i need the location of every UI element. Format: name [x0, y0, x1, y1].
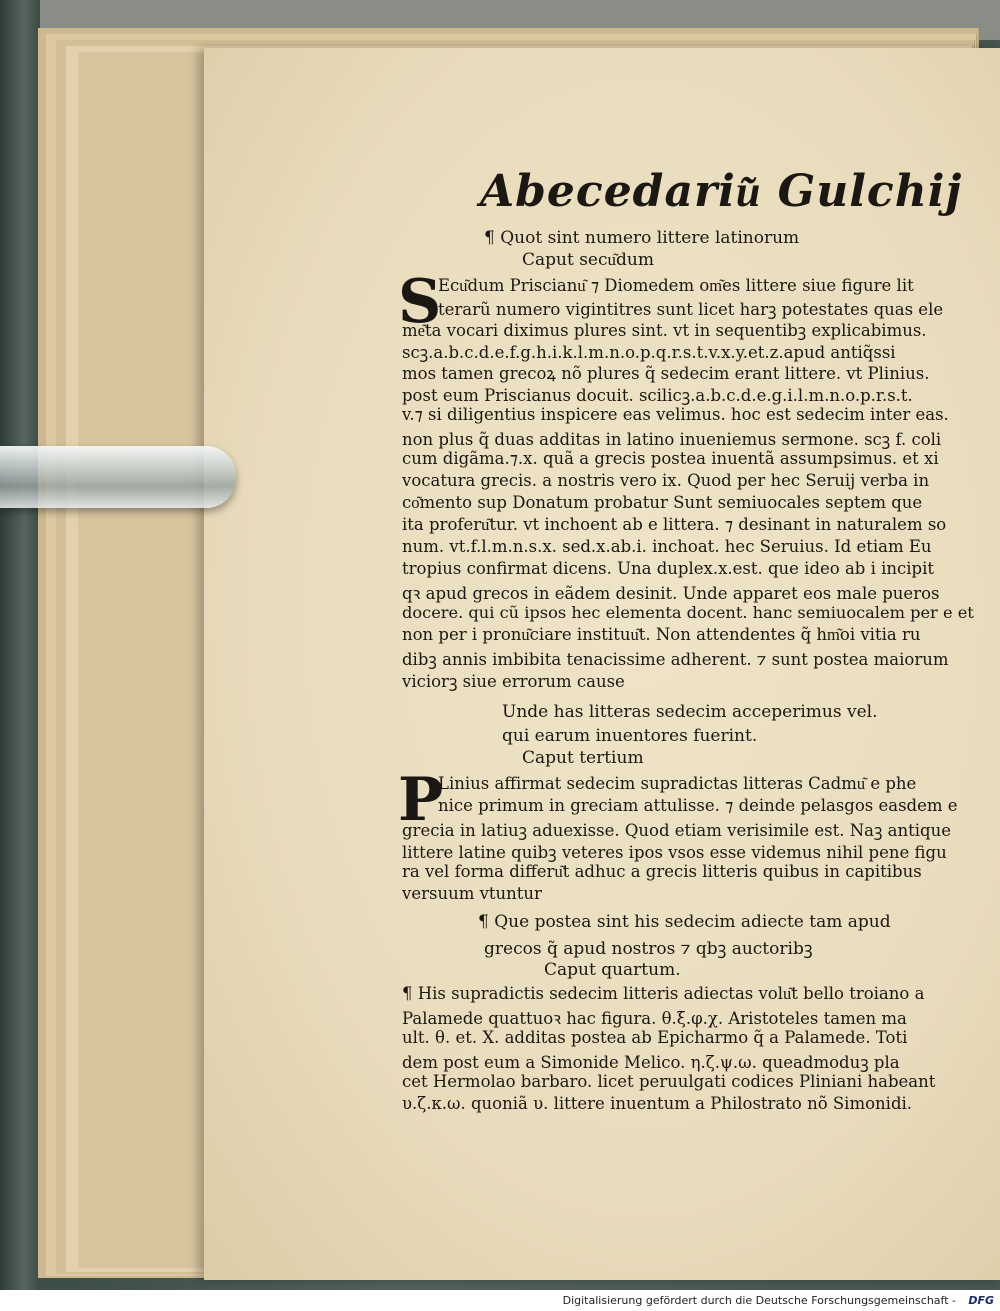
glass-page-weight	[0, 446, 236, 508]
text-line: versuum vtuntur	[402, 884, 542, 903]
chapter4-heading-line3: Caput quartum.	[544, 960, 681, 980]
dfg-logo: DFG	[968, 1294, 994, 1307]
chapter3-heading-line3: Caput tertium	[522, 748, 644, 768]
text-line: scꝫ.a.b.c.d.e.f.g.h.i.k.l.m.n.o.p.q.r.s.t.v.x.y.et.z.apud antiq̃ssi	[402, 343, 896, 362]
text-line: non per i pronu͂ciare instituu͂t. Non attendentes q̃ hm͂oi vitia ru	[402, 625, 921, 644]
chapter3-initial: P	[398, 765, 444, 835]
text-line: mos tamen grecoꝝ nõ plures q̃ sedecim erant littere. vt Plinius.	[402, 364, 930, 383]
page-title: Abecedariu͂ Gulchij	[480, 166, 963, 217]
text-line: terarũ numero vigintitres sunt licet harꝫ potestates quas ele	[438, 300, 944, 319]
text-line: tropius confirmat dicens. Una duplex.x.est. que ideo ab i incipit	[402, 559, 935, 578]
text-line: Linius affirmat sedecim supradictas litteras Cadmu͂ e phe	[438, 774, 917, 793]
chapter4-heading-line1: ¶ Que postea sint his sedecim adiecte tam apud	[478, 912, 891, 932]
text-line: Ecu͂dum Priscianu͂ ⁊ Diomedem om͂es littere siue figure lit	[438, 276, 914, 295]
text-line: me͂ta vocari diximus plures sint. vt in sequentibꝫ explicabimus.	[402, 321, 927, 340]
text-line: cum digãma.⁊.x. quã a grecis postea inuentã assumpsimus. et xi	[402, 449, 939, 468]
text-line: dem post eum a Simonide Melico. η.ζ.ψ.ω. queadmoduꝫ pla	[402, 1053, 900, 1072]
footer-funding-text: Digitalisierung gefördert durch die Deutsche Forschungsgemeinschaft -	[562, 1294, 956, 1307]
text-line: non plus q̃ duas additas in latino inueniemus sermone. scꝫ f. coli	[402, 430, 942, 449]
text-line: v.⁊ si diligentius inspicere eas velimus. hoc est sedecim inter eas.	[402, 405, 949, 424]
text-line: cet Hermolao barbaro. licet peruulgati codices Pliniani habeant	[402, 1072, 936, 1091]
chapter4-heading-line2: grecos q̃ apud nostros ⁊ qbꝫ auctoribꝫ	[484, 939, 813, 959]
chapter2-heading-line2: Caput secu͂dum	[522, 250, 654, 270]
text-line: viciorꝫ siue errorum cause	[402, 672, 625, 691]
chapter3-heading-line2: qui earum inuentores fuerint.	[502, 726, 758, 746]
book-spine	[0, 0, 40, 1290]
text-line: υ.ζ.κ.ω. quoniã υ. littere inuentum a Philostrato nõ Simonidi.	[402, 1094, 913, 1113]
text-line: nice primum in greciam attulisse. ⁊ deinde pelasgos easdem e	[438, 796, 958, 815]
text-line: ult. θ. et. Χ. additas postea ab Epicharmo q̃ a Palamede. Toti	[402, 1028, 908, 1047]
text-line: post eum Priscianus docuit. scilicꝫ.a.b.c.d.e.g.i.l.m.n.o.p.r.s.t.	[402, 386, 913, 405]
text-line: num. vt.f.l.m.n.s.x. sed.x.ab.i. inchoat. hec Seruius. Id etiam Eu	[402, 537, 932, 556]
text-line: dibꝫ annis imbibita tenacissime adherent. ⁊ sunt postea maiorum	[402, 650, 949, 669]
text-line: qꝛ apud grecos in eãdem desinit. Unde apparet eos male pueros	[402, 584, 940, 603]
text-line: vocatura grecis. a nostris vero ix. Quod per hec Seruij verba in	[402, 471, 930, 490]
text-line: docere. qui cũ ipsos hec elementa docent. hanc semiuocalem per e et	[402, 603, 974, 622]
text-line: ra vel forma differu͂t adhuc a grecis litteris quibus in capitibus	[402, 862, 922, 881]
chapter2-initial: S	[398, 267, 442, 337]
text-line: Palamede quattuoꝛ hac figura. θ.ξ.φ.χ. Aristoteles tamen ma	[402, 1009, 907, 1028]
chapter3-heading-line1: Unde has litteras sedecim acceperimus vel.	[502, 702, 878, 722]
text-line: littere latine quibꝫ veteres ipos vsos esse videmus nihil pene figu	[402, 843, 947, 862]
text-line: ita proferu͂tur. vt inchoent ab e littera. ⁊ desinant in naturalem so	[402, 515, 947, 534]
text-line: grecia in latiuꝫ aduexisse. Quod etiam verisimile est. Naꝫ antique	[402, 821, 951, 840]
text-line: ¶ His supradictis sedecim litteris adiectas volu͂t bello troiano a	[402, 984, 925, 1003]
chapter2-heading-line1: ¶ Quot sint numero littere latinorum	[484, 228, 800, 248]
text-line: co͂mento sup Donatum probatur Sunt semiuocales septem que	[402, 493, 923, 512]
